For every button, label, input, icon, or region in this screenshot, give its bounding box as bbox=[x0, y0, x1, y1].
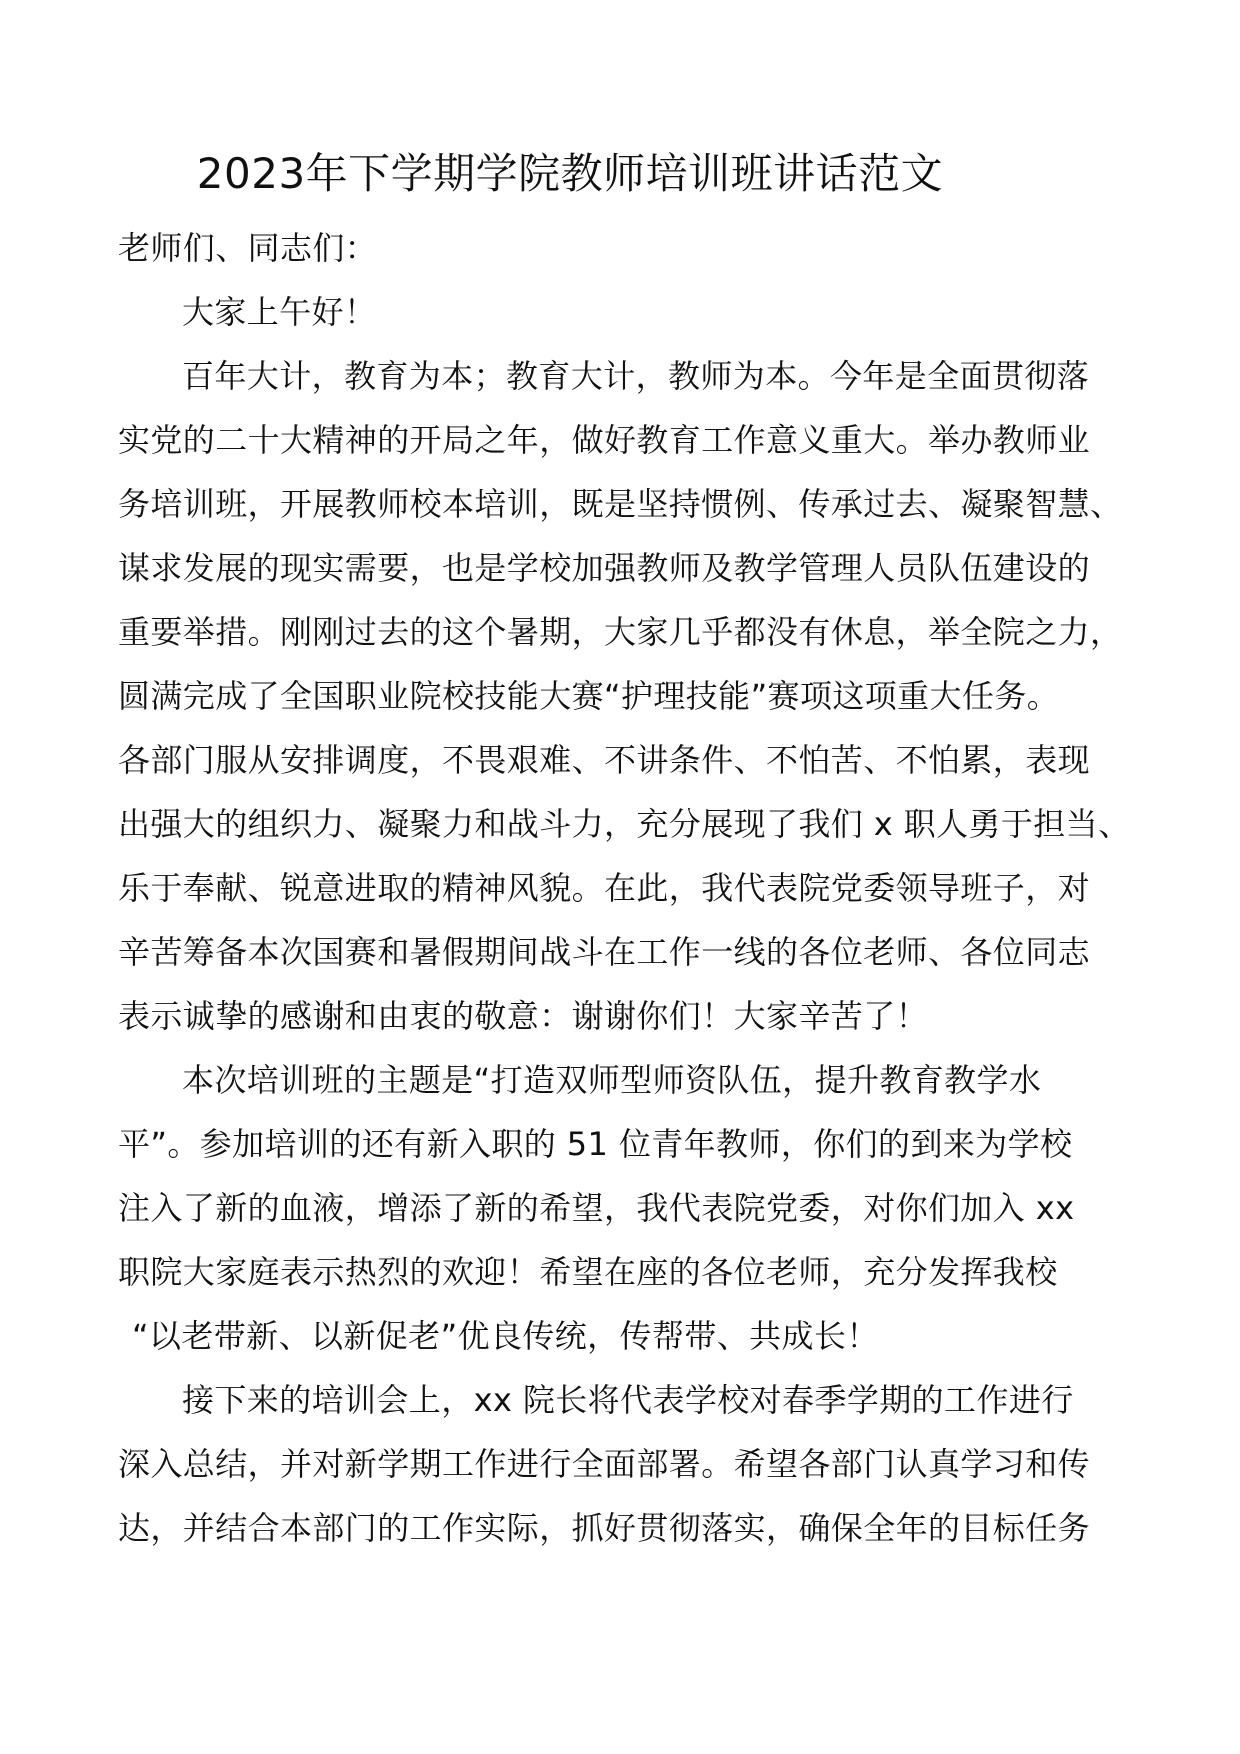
paragraph-line: 百年大计，教育为本；教育大计，教师为本。今年是全面贯彻落 bbox=[182, 357, 1090, 395]
paragraph-line: 谋求发展的现实需要，也是学校加强教师及教学管理人员队伍建设的 bbox=[118, 549, 1091, 587]
paragraph-line: 职院大家庭表示热烈的欢迎！希望在座的各位老师，充分发挥我校 bbox=[118, 1253, 1058, 1291]
greeting: 大家上午好！ bbox=[182, 293, 377, 331]
document-title: 2023年下学期学院教师培训班讲话范文 bbox=[196, 149, 944, 198]
paragraph-line: 务培训班，开展教师校本培训，既是坚持惯例、传承过去、凝聚智慧、 bbox=[118, 485, 1123, 523]
paragraph-line: 实党的二十大精神的开局之年，做好教育工作意义重大。举办教师业 bbox=[118, 421, 1091, 459]
paragraph-line: 本次培训班的主题是“打造双师型师资队伍，提升教育教学水 bbox=[182, 1061, 1042, 1099]
paragraph-line: 各部门服从安排调度，不畏艰难、不讲条件、不怕苦、不怕累，表现 bbox=[118, 741, 1091, 779]
salutation: 老师们、同志们： bbox=[118, 229, 378, 267]
paragraph-line: 乐于奉献、锐意进取的精神风貌。在此，我代表院党委领导班子，对 bbox=[118, 869, 1091, 907]
paragraph-line: 圆满完成了全国职业院校技能大赛“护理技能”赛项这项重大任务。 bbox=[118, 677, 1060, 715]
paragraph-line: 表示诚挚的感谢和由衷的敬意：谢谢你们！大家辛苦了！ bbox=[118, 997, 929, 1035]
paragraph-line: 出强大的组织力、凝聚力和战斗力，充分展现了我们 x 职人勇于担当、 bbox=[118, 805, 1131, 843]
paragraph-line: “以老带新、以新促老”优良传统，传帮带、共成长！ bbox=[132, 1317, 879, 1355]
paragraph-line: 注入了新的血液，增添了新的希望，我代表院党委，对你们加入 xx bbox=[118, 1189, 1075, 1227]
paragraph-line: 重要举措。刚刚过去的这个暑期，大家几乎都没有休息，举全院之力， bbox=[118, 613, 1123, 651]
paragraph-line: 达，并结合本部门的工作实际，抓好贯彻落实，确保全年的目标任务 bbox=[118, 1509, 1091, 1547]
paragraph-line: 辛苦筹备本次国赛和暑假期间战斗在工作一线的各位老师、各位同志 bbox=[118, 933, 1091, 971]
paragraph-line: 接下来的培训会上，xx 院长将代表学校对春季学期的工作进行 bbox=[182, 1381, 1074, 1419]
paragraph-line: 深入总结，并对新学期工作进行全面部署。希望各部门认真学习和传 bbox=[118, 1445, 1091, 1483]
paragraph-line: 平”。参加培训的还有新入职的 51 位青年教师，你们的到来为学校 bbox=[118, 1125, 1073, 1163]
